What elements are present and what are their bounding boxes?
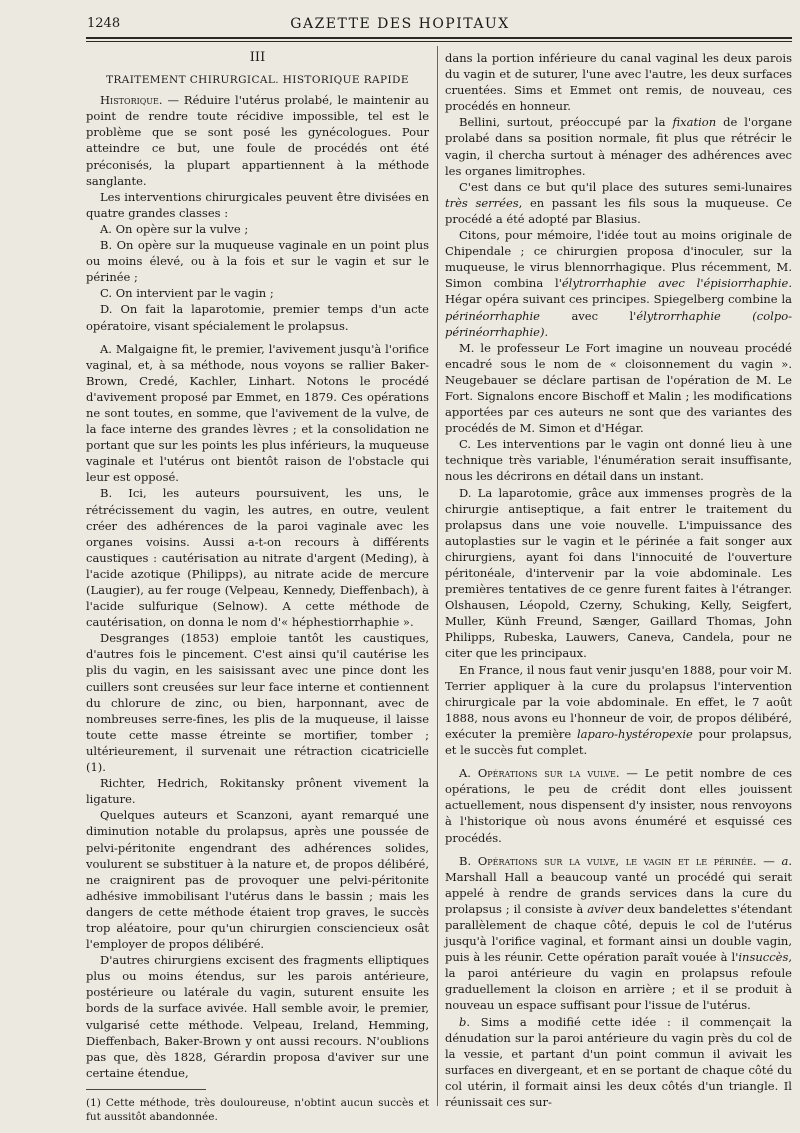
paragraph: B. Ici, les auteurs poursuivent, les uns, le rétrécissement du vagin, les autres, en outre, veulent créer des adhérences de la paroi vaginale avec les organes voisins. Aussi a-t-on recours à différents caustiques : cautérisation au nitrate d'argent (Meding), à l'acide azotique (Philipps), au nitrate acide de mercure (Laugier), au fer rouge (Velpeau, Kennedy, Dieffenbach), à l'acide sulfurique (Selnow). A cette méthode de cautérisation, on donna le nom d'« héphestiorrhaphie ». (86, 486, 429, 630)
run-in-heading: A. Opérations sur la vulve. (459, 766, 620, 781)
paragraph: D'autres chirurgiens excisent des fragments elliptiques plus ou moins étendus, sur les parois antérieure, postérieure ou latérale du vagin, suturent ensuite les bords de la surface avivée. Hall semble avoir, le premier, vulgarisé cette méthode. Velpeau, Ireland, Hemming, Dieffenbach, Baker-Brown y ont aussi recours. N'oublions pas que, dès 1828, Gérardin proposa d'aviver sur une certaine étendue, (86, 953, 429, 1080)
italic-text: très serrées (445, 195, 519, 210)
footnote-rule (86, 1089, 206, 1090)
list-item-d: D. On fait la laparotomie, premier temps d'un acte opératoire, visant spécialement le prolapsus. (86, 302, 429, 333)
paragraph (445, 662, 792, 759)
paragraph: M. le professeur Le Fort imagine un nouveau procédé encadré sous le nom de « cloisonnement du vagin ». Neugebauer se déclare partisan de l'opération de M. Le Fort. Signalons encore Bischoff et Malin ; les modifications apportées par ces auteurs ne sont que des variantes des procédés de M. Simon et d'Hégar. (445, 340, 792, 436)
header-rule (86, 37, 792, 39)
paragraph (445, 179, 792, 227)
column-divider (437, 46, 438, 1106)
italic-text: aviver (587, 901, 624, 916)
text: — Le petit nombre de ces opérations, le peu de crédit dont elles jouissent actuellement, nous dispensent d'y insister, nous renvoyons à l'historique où nous avons énuméré et esquissé ces procédés. (445, 766, 792, 845)
paragraph-operations-vulve (445, 765, 792, 845)
paragraph: A. Malgaigne fit, le premier, l'avivement jusqu'à l'orifice vaginal, et, à sa méthode, nous voyons se rallier Baker-Brown, Credé, Kachler, Linhart. Notons le procédé d'avivement proposé par Emmet, en 1879. Ces opérations ne sont toutes, en somme, que l'avivement de la vulve, de la face interne des grandes lèvres ; et la consolidation ne portant que sur les points les plus inférieurs, la muqueuse vaginale et l'utérus ont bientôt raison de l'obstacle qui leur est opposé. (86, 341, 429, 485)
paragraph-historique (86, 92, 429, 189)
italic-text: a (781, 853, 789, 868)
paragraph (445, 227, 792, 340)
paragraph-text: — Réduire l'utérus prolabé, le maintenir au point de rendre toute récidive impossible, tel est le problème que se sont posé les gynécologues. Pour atteindre ce but, une foule de procédés ont été préconisés, la plupart appartiennent à la méthode sanglante. (86, 93, 429, 188)
left-column (86, 50, 429, 1124)
italic-text: b (459, 1014, 467, 1029)
running-title: GAZETTE DES HOPITAUX (290, 16, 510, 32)
paragraph: C. Les interventions par le vagin ont donné lieu à une technique très variable, l'énumération serait insuffisante, nous les décrirons en détail dans un instant. (445, 437, 792, 484)
text: . Sims a modifié cette idée : il commençait la dénudation sur la paroi antérieure du vagin près du col de la vessie, et partant d'un point commun il avivait les surfaces en divergeant, et en se portant de chaque côté du col utérin, il formait ainsi les deux côtés d'un triangle. Il réunissait ces sur- (445, 1014, 792, 1109)
text: avec l' (540, 308, 637, 323)
text: En France, il nous faut venir jusqu'en 1888, pour voir M. Terrier appliquer à la cure du prolapsus l'intervention chirurgicale par la voie abdominale. En effet, le 7 août 1888, nous avons eu l'honneur de voir, de propos délibéré, exécuter la première (445, 662, 792, 741)
paragraph-operations-vulve-vagin-perinee (445, 853, 792, 1014)
paragraph: D. La laparotomie, grâce aux immenses progrès de la chirurgie antiseptique, a fait entrer le traitement du prolapsus dans une voie nouvelle. L'impuissance des autoplasties sur le vagin et le périnée a fait songer aux chirurgiens, ayant foi dans l'innocuité de l'ouverture péritonéale, d'intervenir par la voie abdominale. Les premières tentatives de ce genre furent faites à l'étranger. Olshausen, Léopold, Czerny, Schuking, Kelly, Seigfert, Muller, Künh Freund, Sænger, Gaillard Thomas, John Philipps, Rubeska, Lauwers, Caneva, Candela, pour ne citer que les principaux. (445, 485, 792, 661)
italic-text: élytrorrhaphie (colpo-périnéorrhaphie) (445, 308, 793, 339)
run-in-heading: B. Opérations sur la vulve, le vagin et le périnée. (459, 853, 757, 868)
paragraph: Quelques auteurs et Scanzoni, ayant remarqué une diminution notable du prolapsus, après une poussée de pelvi-péritonite engendrant des adhérences solides, voulurent se substituer à la nature et, de propos délibéré, ne craignirent pas de provoquer une pelvi-péritonite adhésive immobilisant l'utérus dans le bassin ; mais les dangers de cette méthode étaient trop graves, le succès trop aléatoire, pour qu'un chirurgien consciencieux osât l'employer de propos délibéré. (86, 808, 429, 952)
text: Bellini, surtout, préoccupé par la (459, 115, 673, 130)
text: , la paroi antérieure du vagin en prolapsus refoule graduellement la cloison en arrière ; et il se produit à nouveau un espace suffisant pour l'issue de l'utérus. (445, 950, 792, 1013)
footnote: (1) Cette méthode, très douloureuse, n'obtint aucun succès et fut aussitôt abandonnée. (86, 1096, 429, 1123)
right-column (445, 50, 792, 1110)
header-rule-thin (86, 41, 792, 42)
text: . Marshall Hall a beaucoup vanté un procédé qui serait appelé à rendre de grands services dans la cure du prolapsus ; il consiste à (445, 853, 792, 916)
paragraph: Les interventions chirurgicales peuvent être divisées en quatre grandes classes : (86, 189, 429, 220)
list-item-c: C. On intervient par le vagin ; (100, 286, 274, 301)
section-number: III (249, 50, 266, 65)
paragraph: Desgranges (1853) emploie tantôt les caustiques, d'autres fois le pincement. C'est ainsi qu'il cautérise les plis du vagin, en les saisissant avec une pince dont les cuillers sont creusées sur leur face interne et contiennent du chlorure de zinc, ou bien, harponnant, avec de nombreuses serre-fines, les plis de la muqueuse, il laisse toute cette masse étreinte se mortifier, tomber ; ultérieurement, il survenait une rétraction cicatricielle (1). (86, 631, 429, 775)
text: , en passant les fils sous la muqueuse. Ce procédé a été adopté par Blasius. (445, 195, 792, 226)
paragraph (445, 1014, 792, 1111)
paragraph (445, 114, 792, 178)
text: C'est dans ce but qu'il place des sutures semi-lunaires (459, 179, 792, 194)
run-in-heading: Historique. (100, 93, 163, 108)
text: de l'organe prolabé dans sa position normale, fit plus que rétrécir le vagin, il chercha surtout à ménager des adhérences avec les organes limitrophes. (445, 115, 793, 178)
italic-text: fixation (672, 115, 717, 130)
list-item-a: A. On opère sur la vulve ; (100, 221, 249, 236)
italic-text: élytrorrhaphie avec l'épisiorrhaphie (561, 276, 789, 291)
italic-text: laparo-hystéropexie (576, 726, 693, 741)
page-number: 1248 (87, 16, 121, 31)
text: pour prolapsus, et le succès fut complet. (445, 726, 792, 758)
italic-text: insuccès (738, 950, 789, 965)
section-title: TRAITEMENT CHIRURGICAL. HISTORIQUE RAPIDE (106, 74, 409, 87)
text: — (756, 853, 782, 868)
text: Citons, pour mémoire, l'idée tout au moins originale de Chipendale ; ce chirurgien proposa d'inoculer, sur la muqueuse, le virus blennorrhagique. Plus récemment, M. Simon combina l' (445, 228, 792, 291)
list-item-b: B. On opère sur la muqueuse vaginale en un point plus ou moins élevé, ou à la fois et sur le vagin et sur le périnée ; (86, 238, 429, 285)
text: deux bandelettes s'étendant parallèlement de chaque côté, depuis le col de l'utérus jusqu'à l'orifice vaginal, et formant ainsi un double vagin, puis à les réunir. Cette opération paraît vouée à l' (445, 901, 793, 965)
text: . (544, 324, 549, 339)
paragraph: Richter, Hedrich, Rokitansky prônent vivement la ligature. (86, 776, 429, 807)
italic-text: périnéorrhaphie (445, 308, 540, 323)
text: . Hégar opéra suivant ces principes. Spiegelberg combine la (445, 276, 792, 307)
paragraph: dans la portion inférieure du canal vaginal les deux parois du vagin et de suturer, l'une avec l'autre, les deux surfaces cruentées. Sims et Emmet ont remis, de nouveau, ces procédés en honneur. (445, 51, 792, 114)
